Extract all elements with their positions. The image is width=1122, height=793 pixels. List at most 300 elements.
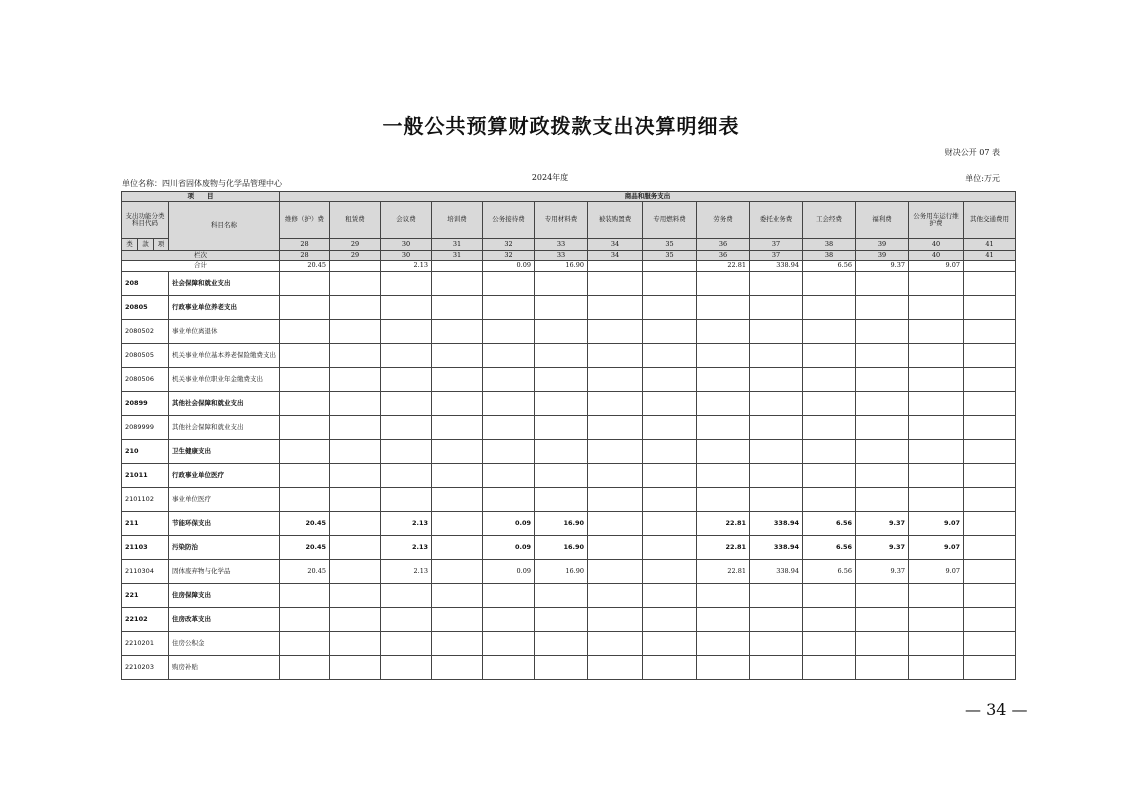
value-cell xyxy=(750,608,803,632)
value-cell xyxy=(964,296,1016,320)
value-cell xyxy=(330,536,381,560)
value-cell xyxy=(432,320,483,344)
col-header-35: 专用燃料费 xyxy=(643,202,697,239)
value-cell xyxy=(856,584,909,608)
total-cell: 6.56 xyxy=(803,261,856,272)
value-cell xyxy=(856,608,909,632)
value-cell xyxy=(964,608,1016,632)
value-cell xyxy=(964,416,1016,440)
value-cell xyxy=(964,344,1016,368)
value-cell xyxy=(432,368,483,392)
value-cell xyxy=(381,464,432,488)
value-cell xyxy=(330,512,381,536)
value-cell xyxy=(483,344,535,368)
col-no-41: 41 xyxy=(964,239,1016,251)
value-cell xyxy=(964,368,1016,392)
col-no-37: 37 xyxy=(750,239,803,251)
value-cell xyxy=(750,656,803,680)
value-cell xyxy=(381,320,432,344)
value-cell xyxy=(432,272,483,296)
value-cell xyxy=(909,488,964,512)
value-cell xyxy=(643,392,697,416)
value-cell xyxy=(856,272,909,296)
value-cell xyxy=(588,392,643,416)
value-cell xyxy=(803,368,856,392)
value-cell xyxy=(432,416,483,440)
subject-name: 机关事业单位基本养老保险缴费支出 xyxy=(169,344,280,368)
table-row xyxy=(122,440,1016,464)
col-header-31: 培训费 xyxy=(432,202,483,239)
col-header-30: 会议费 xyxy=(381,202,432,239)
subject-code: 221 xyxy=(122,584,169,608)
value-cell xyxy=(803,584,856,608)
subject-name: 行政事业单位医疗 xyxy=(169,464,280,488)
subject-name: 固体废弃物与化学品 xyxy=(169,560,280,584)
table-row xyxy=(122,368,1016,392)
value-cell xyxy=(280,488,330,512)
value-cell xyxy=(588,584,643,608)
value-cell xyxy=(432,512,483,536)
value-cell xyxy=(803,632,856,656)
value-cell xyxy=(483,656,535,680)
table-row xyxy=(122,632,1016,656)
column-index-cell: 33 xyxy=(535,251,588,261)
value-cell xyxy=(381,584,432,608)
col-header-34: 被装购置费 xyxy=(588,202,643,239)
col-no-28: 28 xyxy=(280,239,330,251)
table-row xyxy=(122,656,1016,680)
value-cell xyxy=(483,632,535,656)
value-cell xyxy=(750,368,803,392)
value-cell xyxy=(964,512,1016,536)
total-label: 合计 xyxy=(122,261,280,272)
value-cell xyxy=(750,464,803,488)
value-cell xyxy=(432,392,483,416)
value-cell: 9.07 xyxy=(909,560,964,584)
value-cell xyxy=(330,584,381,608)
subject-name: 污染防治 xyxy=(169,536,280,560)
value-cell xyxy=(909,344,964,368)
column-index-cell: 38 xyxy=(803,251,856,261)
value-cell xyxy=(750,488,803,512)
value-cell xyxy=(909,320,964,344)
subject-code: 20805 xyxy=(122,296,169,320)
value-cell xyxy=(643,488,697,512)
value-cell xyxy=(643,368,697,392)
value-cell xyxy=(483,416,535,440)
value-cell xyxy=(643,608,697,632)
value-cell xyxy=(588,488,643,512)
subject-name: 住房改革支出 xyxy=(169,608,280,632)
value-cell xyxy=(432,536,483,560)
column-index-cell: 37 xyxy=(750,251,803,261)
value-cell xyxy=(643,464,697,488)
col-no-39: 39 xyxy=(856,239,909,251)
value-cell xyxy=(280,464,330,488)
value-cell xyxy=(381,440,432,464)
value-cell: 16.90 xyxy=(535,512,588,536)
value-cell xyxy=(381,416,432,440)
value-cell xyxy=(909,584,964,608)
value-cell xyxy=(432,344,483,368)
col-no-35: 35 xyxy=(643,239,697,251)
value-cell: 20.45 xyxy=(280,560,330,584)
item-header: 项 目 xyxy=(122,192,280,202)
value-cell xyxy=(535,344,588,368)
value-cell xyxy=(535,320,588,344)
value-cell xyxy=(856,464,909,488)
col-no-29: 29 xyxy=(330,239,381,251)
total-cell: 16.90 xyxy=(535,261,588,272)
value-cell: 2.13 xyxy=(381,512,432,536)
total-cell xyxy=(432,261,483,272)
value-cell: 6.56 xyxy=(803,560,856,584)
total-cell: 22.81 xyxy=(697,261,750,272)
subject-code: 2110304 xyxy=(122,560,169,584)
value-cell xyxy=(909,296,964,320)
table-row xyxy=(122,296,1016,320)
value-cell xyxy=(330,272,381,296)
value-cell: 0.09 xyxy=(483,536,535,560)
col-no-30: 30 xyxy=(381,239,432,251)
value-cell xyxy=(330,416,381,440)
value-cell xyxy=(697,344,750,368)
value-cell xyxy=(381,392,432,416)
value-cell xyxy=(697,368,750,392)
subject-name: 行政事业单位养老支出 xyxy=(169,296,280,320)
value-cell xyxy=(697,440,750,464)
value-cell xyxy=(856,632,909,656)
value-cell xyxy=(909,656,964,680)
value-cell xyxy=(381,632,432,656)
value-cell xyxy=(432,608,483,632)
value-cell: 9.37 xyxy=(856,560,909,584)
value-cell xyxy=(280,656,330,680)
value-cell xyxy=(856,392,909,416)
col-no-36: 36 xyxy=(697,239,750,251)
subject-code: 2080502 xyxy=(122,320,169,344)
column-index-cell: 32 xyxy=(483,251,535,261)
value-cell xyxy=(750,584,803,608)
value-cell xyxy=(280,608,330,632)
subject-name: 购房补贴 xyxy=(169,656,280,680)
subject-name: 住房公积金 xyxy=(169,632,280,656)
col-no-38: 38 xyxy=(803,239,856,251)
value-cell: 9.07 xyxy=(909,512,964,536)
value-cell xyxy=(803,608,856,632)
value-cell: 6.56 xyxy=(803,536,856,560)
value-cell xyxy=(803,656,856,680)
value-cell xyxy=(483,368,535,392)
value-cell xyxy=(280,440,330,464)
value-cell xyxy=(588,656,643,680)
value-cell xyxy=(643,296,697,320)
total-cell: 0.09 xyxy=(483,261,535,272)
value-cell xyxy=(330,440,381,464)
column-index-cell: 34 xyxy=(588,251,643,261)
value-cell xyxy=(856,344,909,368)
value-cell xyxy=(588,320,643,344)
value-cell xyxy=(697,392,750,416)
value-cell xyxy=(964,488,1016,512)
value-cell xyxy=(697,632,750,656)
value-cell xyxy=(588,464,643,488)
value-cell xyxy=(432,656,483,680)
value-cell xyxy=(750,416,803,440)
column-index-row xyxy=(122,251,1016,261)
value-cell xyxy=(483,464,535,488)
value-cell xyxy=(856,440,909,464)
subject-name: 住房保障支出 xyxy=(169,584,280,608)
subject-code: 2080506 xyxy=(122,368,169,392)
value-cell xyxy=(381,344,432,368)
value-cell xyxy=(330,560,381,584)
value-cell xyxy=(330,464,381,488)
value-cell xyxy=(750,440,803,464)
value-cell xyxy=(280,416,330,440)
subject-code: 2080505 xyxy=(122,344,169,368)
col-header-37: 委托业务费 xyxy=(750,202,803,239)
value-cell xyxy=(856,488,909,512)
total-cell xyxy=(964,261,1016,272)
value-cell xyxy=(697,488,750,512)
subject-code: 208 xyxy=(122,272,169,296)
value-cell xyxy=(330,632,381,656)
table-row xyxy=(122,584,1016,608)
subject-name: 机关事业单位职业年金缴费支出 xyxy=(169,368,280,392)
table-row xyxy=(122,416,1016,440)
value-cell xyxy=(280,272,330,296)
value-cell xyxy=(909,368,964,392)
value-cell xyxy=(330,296,381,320)
value-cell xyxy=(697,656,750,680)
value-cell: 2.13 xyxy=(381,536,432,560)
subject-code: 2210203 xyxy=(122,656,169,680)
value-cell xyxy=(432,488,483,512)
value-cell xyxy=(803,488,856,512)
value-cell: 22.81 xyxy=(697,512,750,536)
value-cell xyxy=(643,536,697,560)
subject-name-header: 科目名称 xyxy=(169,202,280,251)
value-cell xyxy=(535,296,588,320)
subject-code: 2101102 xyxy=(122,488,169,512)
value-cell: 9.07 xyxy=(909,536,964,560)
value-cell xyxy=(750,320,803,344)
total-cell xyxy=(330,261,381,272)
value-cell xyxy=(588,344,643,368)
value-cell: 338.94 xyxy=(750,512,803,536)
subject-code: 2089999 xyxy=(122,416,169,440)
value-cell xyxy=(535,368,588,392)
value-cell xyxy=(909,416,964,440)
expenditure-table xyxy=(121,191,1016,680)
value-cell xyxy=(432,584,483,608)
value-cell xyxy=(803,416,856,440)
value-cell xyxy=(643,440,697,464)
value-cell xyxy=(588,608,643,632)
total-cell xyxy=(588,261,643,272)
col-no-32: 32 xyxy=(483,239,535,251)
value-cell xyxy=(588,560,643,584)
value-cell xyxy=(280,392,330,416)
value-cell xyxy=(697,608,750,632)
value-cell: 9.37 xyxy=(856,512,909,536)
value-cell: 338.94 xyxy=(750,536,803,560)
value-cell xyxy=(750,632,803,656)
value-cell xyxy=(330,392,381,416)
value-cell xyxy=(643,344,697,368)
value-cell xyxy=(330,320,381,344)
value-cell xyxy=(432,464,483,488)
value-cell xyxy=(588,272,643,296)
value-cell xyxy=(856,656,909,680)
subject-code: 210 xyxy=(122,440,169,464)
value-cell xyxy=(330,488,381,512)
subject-name: 社会保障和就业支出 xyxy=(169,272,280,296)
value-cell xyxy=(432,440,483,464)
column-index-cell: 41 xyxy=(964,251,1016,261)
table-row xyxy=(122,272,1016,296)
subject-name: 节能环保支出 xyxy=(169,512,280,536)
value-cell xyxy=(750,392,803,416)
kuan-header: 款 xyxy=(138,239,154,251)
value-cell xyxy=(483,440,535,464)
value-cell xyxy=(330,608,381,632)
value-cell xyxy=(964,536,1016,560)
value-cell xyxy=(803,440,856,464)
value-cell xyxy=(280,344,330,368)
value-cell xyxy=(964,272,1016,296)
value-cell: 0.09 xyxy=(483,512,535,536)
value-cell xyxy=(280,584,330,608)
value-cell xyxy=(750,344,803,368)
value-cell xyxy=(909,272,964,296)
value-cell xyxy=(964,440,1016,464)
value-cell xyxy=(588,536,643,560)
value-cell xyxy=(535,464,588,488)
value-cell xyxy=(483,392,535,416)
table-row xyxy=(122,560,1016,584)
value-cell xyxy=(483,320,535,344)
value-cell xyxy=(856,320,909,344)
value-cell: 22.81 xyxy=(697,536,750,560)
column-index-label: 栏次 xyxy=(122,251,280,261)
value-cell: 338.94 xyxy=(750,560,803,584)
value-cell xyxy=(643,416,697,440)
value-cell xyxy=(535,488,588,512)
value-cell xyxy=(803,296,856,320)
value-cell xyxy=(909,392,964,416)
fiscal-year: 2024年度 xyxy=(531,173,569,182)
col-header-29: 租赁费 xyxy=(330,202,381,239)
total-cell: 20.45 xyxy=(280,261,330,272)
value-cell xyxy=(909,632,964,656)
total-cell xyxy=(643,261,697,272)
col-header-33: 专用材料费 xyxy=(535,202,588,239)
subject-name: 其他社会保障和就业支出 xyxy=(169,416,280,440)
value-cell: 20.45 xyxy=(280,536,330,560)
subject-name: 事业单位离退休 xyxy=(169,320,280,344)
col-no-31: 31 xyxy=(432,239,483,251)
value-cell: 6.56 xyxy=(803,512,856,536)
value-cell xyxy=(643,656,697,680)
currency-unit: 单位:万元 xyxy=(965,174,1000,183)
column-index-cell: 35 xyxy=(643,251,697,261)
table-row xyxy=(122,464,1016,488)
value-cell xyxy=(964,632,1016,656)
column-index-cell: 29 xyxy=(330,251,381,261)
value-cell xyxy=(588,296,643,320)
subject-name: 事业单位医疗 xyxy=(169,488,280,512)
code-label: 支出功能分类科目代码 xyxy=(122,202,169,239)
total-cell: 2.13 xyxy=(381,261,432,272)
value-cell xyxy=(483,608,535,632)
value-cell xyxy=(803,320,856,344)
value-cell xyxy=(964,656,1016,680)
value-cell xyxy=(432,296,483,320)
value-cell xyxy=(643,632,697,656)
value-cell xyxy=(856,296,909,320)
value-cell xyxy=(803,464,856,488)
value-cell xyxy=(588,440,643,464)
value-cell xyxy=(381,488,432,512)
value-cell xyxy=(856,416,909,440)
value-cell xyxy=(381,368,432,392)
value-cell xyxy=(280,320,330,344)
value-cell xyxy=(964,464,1016,488)
form-number: 财决公开 07 表 xyxy=(944,148,1000,157)
col-no-33: 33 xyxy=(535,239,588,251)
value-cell xyxy=(588,512,643,536)
subject-code: 2210201 xyxy=(122,632,169,656)
total-cell: 338.94 xyxy=(750,261,803,272)
value-cell xyxy=(697,464,750,488)
value-cell xyxy=(280,632,330,656)
value-cell xyxy=(964,392,1016,416)
subject-code: 20899 xyxy=(122,392,169,416)
page-number: — 34 — xyxy=(965,700,1028,719)
value-cell: 0.09 xyxy=(483,560,535,584)
subject-code: 21103 xyxy=(122,536,169,560)
subject-name: 卫生健康支出 xyxy=(169,440,280,464)
subject-name: 其他社会保障和就业支出 xyxy=(169,392,280,416)
value-cell xyxy=(643,560,697,584)
total-cell: 9.07 xyxy=(909,261,964,272)
col-header-41: 其他交通费用 xyxy=(964,202,1016,239)
column-index-cell: 36 xyxy=(697,251,750,261)
value-cell xyxy=(535,440,588,464)
value-cell xyxy=(588,632,643,656)
table-row xyxy=(122,320,1016,344)
value-cell xyxy=(803,344,856,368)
value-cell: 2.13 xyxy=(381,560,432,584)
value-cell xyxy=(588,416,643,440)
value-cell xyxy=(535,632,588,656)
table-row xyxy=(122,488,1016,512)
value-cell: 22.81 xyxy=(697,560,750,584)
subject-code: 22102 xyxy=(122,608,169,632)
value-cell xyxy=(909,440,964,464)
value-cell xyxy=(330,344,381,368)
column-index-cell: 31 xyxy=(432,251,483,261)
value-cell xyxy=(588,368,643,392)
col-header-36: 劳务费 xyxy=(697,202,750,239)
value-cell xyxy=(643,584,697,608)
value-cell xyxy=(803,392,856,416)
subject-code: 211 xyxy=(122,512,169,536)
value-cell xyxy=(432,632,483,656)
col-header-39: 福利费 xyxy=(856,202,909,239)
